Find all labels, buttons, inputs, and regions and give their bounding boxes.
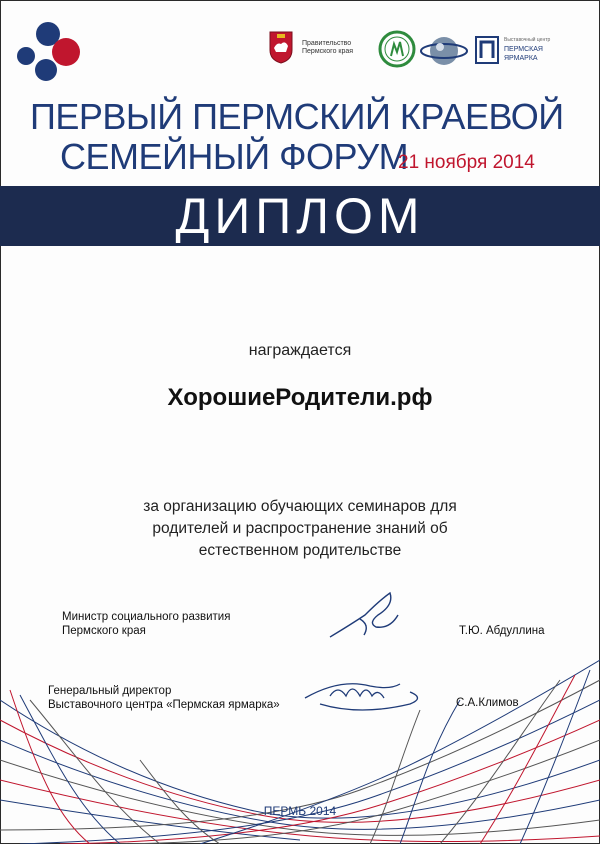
forum-date: 21 ноября 2014 (398, 152, 535, 173)
awarded-label: награждается (248, 342, 352, 359)
partner-logos (268, 30, 588, 80)
signature-1 (320, 585, 410, 645)
permskaya-yarmarka-icon (475, 36, 499, 64)
signature-2 (300, 668, 430, 718)
perm-coat-of-arms-icon (268, 30, 294, 64)
awardee-name: ХорошиеРодители.рф (167, 384, 433, 411)
planet-emblem-icon (420, 32, 468, 70)
diploma-heading: ДИПЛОМ (175, 188, 425, 244)
signatory-2-title: Генеральный директор Выставочного центра «Пермская ярмарка» (48, 685, 280, 711)
signatory-2-name: С.А.Климов (456, 697, 519, 709)
footer-city-year: ПЕРМЬ 2014 (263, 804, 337, 818)
perm-government-label: Правительство Пермского края (302, 40, 354, 55)
eco-emblem-icon (378, 30, 416, 68)
forum-title-line2: СЕМЕЙНЫЙ ФОРУМ (60, 136, 409, 177)
forum-logo-icon (14, 20, 84, 82)
signatory-1-title: Министр социального развития Пермского края (62, 611, 231, 637)
signatory-1-name: Т.Ю. Абдуллина (459, 625, 545, 637)
forum-title-line1: ПЕРВЫЙ ПЕРМСКИЙ КРАЕВОЙ (30, 96, 564, 137)
award-reason: за организацию обучающих семинаров для родителей и распространение знаний об естественном родительстве (143, 498, 457, 559)
permskaya-yarmarka-label: Выставочный центр ПЕРМСКАЯ ЯРМАРКА (504, 37, 551, 62)
